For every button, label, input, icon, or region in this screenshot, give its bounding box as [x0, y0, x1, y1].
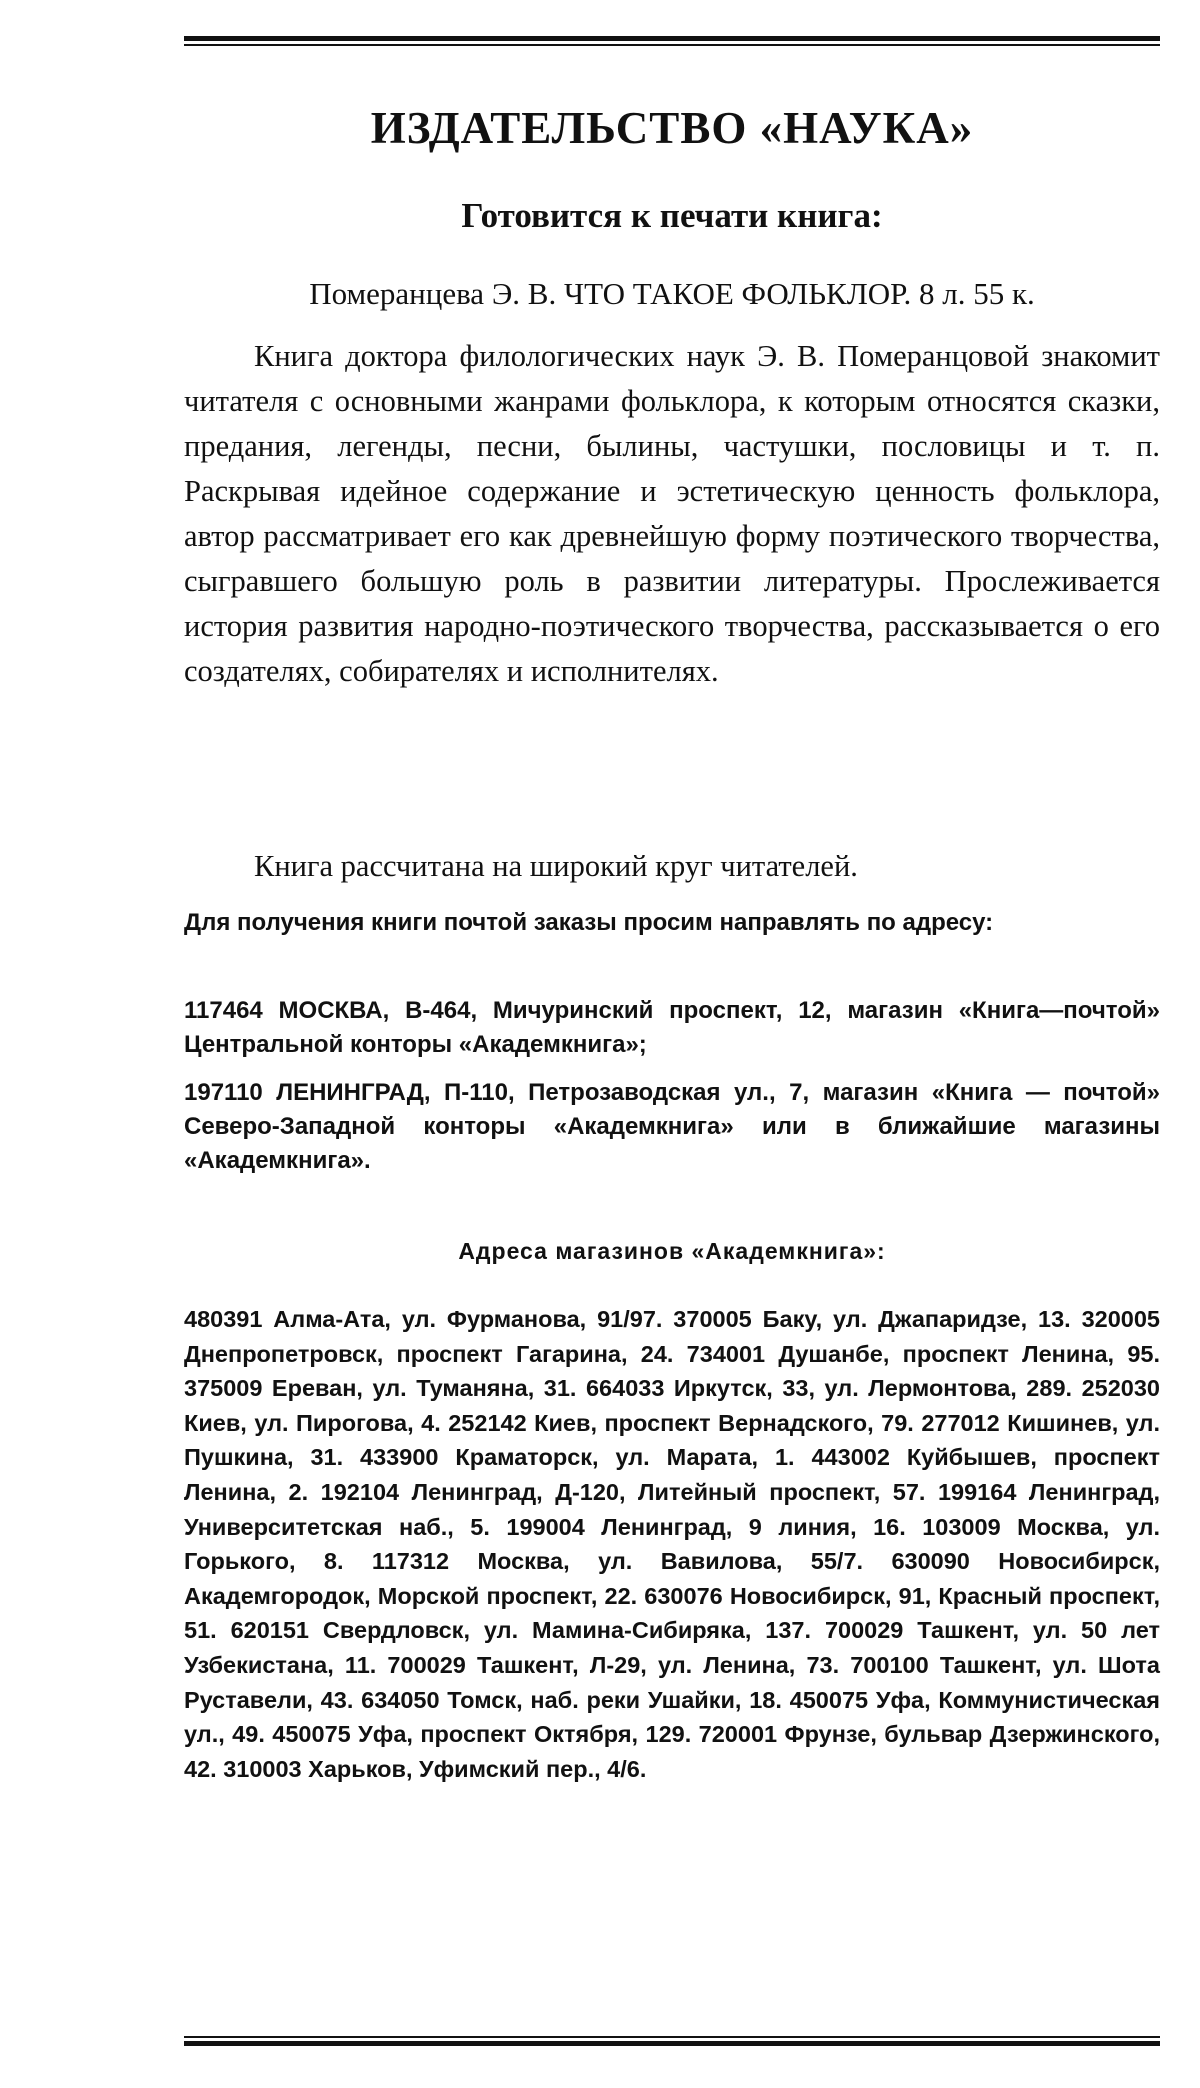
- book-title-line: Померанцева Э. В. ЧТО ТАКОЕ ФОЛЬКЛОР. 8 л. 55 к.: [309, 276, 1035, 311]
- audience-note: Книга рассчитана на широкий круг читателей.: [254, 849, 858, 883]
- book-description: Книга доктора филологических наук Э. В. Померанцовой знакомит читателя с основными жанрами фольклора, к которым относятся сказки, предания, легенды, песни, былины, частушки, пословицы и т. п. Раскрывая идейное содержание и эстетическую ценность фольклора, автор рассматривает его как древнейшую форму поэтического творчества, сыгравшего большую роль в развитии литературы. Прослеживается история развития народно-поэтического творчества, рассказывается о его создателях, собирателях и исполнителях.: [184, 339, 1160, 688]
- leningrad-address: 197110 ЛЕНИНГРАД, П-110, Петрозаводская ул., 7, магазин «Книга — почтой» Северо-Западной конторы «Академкнига» или в ближайшие магазины «Академкнига».: [184, 1079, 1160, 1174]
- shops-heading: Адреса магазинов «Академкнига»:: [458, 1238, 886, 1264]
- announcement-heading: Готовится к печати книга:: [461, 196, 883, 235]
- publisher-heading: ИЗДАТЕЛЬСТВО «НАУКА»: [370, 103, 974, 153]
- shops-address-list: 480391 Алма-Ата, ул. Фурманова, 91/97. 370005 Баку, ул. Джапаридзе, 13. 320005 Днепропетровск, проспект Гагарина, 24. 734001 Душанбе, проспект Ленина, 95. 375009 Ереван, ул. Туманяна, 31. 664033 Иркутск, 33, ул. Лермонтова, 289. 252030 Киев, ул. Пирогова, 4. 252142 Киев, проспект Вернадского, 79. 277012 Кишинев, ул. Пушкина, 31. 433900 Краматорск, ул. Марата, 1. 443002 Куйбышев, проспект Ленина, 2. 192104 Ленинград, Д-120, Литейный проспект, 57. 199164 Ленинград, Университетская наб., 5. 199004 Ленинград, 9 линия, 16. 103009 Москва, ул. Горького, 8. 117312 Москва, ул. Вавилова, 55/7. 630090 Новосибирск, Академгородок, Морской проспект, 22. 630076 Новосибирск, 91, Красный проспект, 51. 620151 Свердловск, ул. Мамина-Сибиряка, 137. 700029 Ташкент, ул. 50 лет Узбекистана, 11. 700029 Ташкент, Л-29, ул. Ленина, 73. 700100 Ташкент, ул. Шота Руставели, 43. 634050 Томск, наб. реки Ушайки, 18. 450075 Уфа, Коммунистическая ул., 49. 450075 Уфа, проспект Октября, 129. 720001 Фрунзе, бульвар Дзержинского, 42. 310003 Харьков, Уфимский пер., 4/6.: [184, 1306, 1160, 1782]
- advertisement-page: [184, 36, 1160, 2046]
- moscow-address: 117464 МОСКВА, В-464, Мичуринский проспект, 12, магазин «Книга—почтой» Центральной конторы «Академкнига»;: [184, 997, 1160, 1058]
- order-instructions: Для получения книги почтой заказы просим направлять по адресу:: [184, 909, 994, 936]
- bottom-double-rule: [184, 2036, 1160, 2046]
- top-double-rule: [184, 36, 1160, 46]
